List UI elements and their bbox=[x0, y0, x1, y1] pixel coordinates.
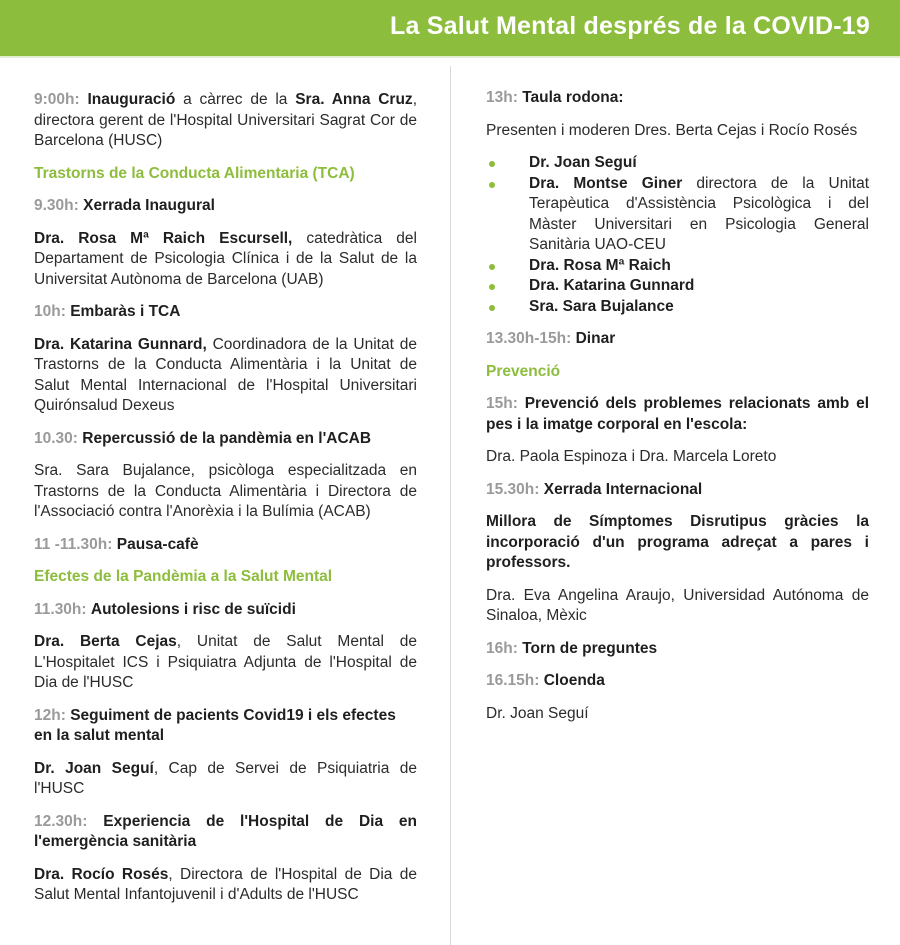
time-label: 15.30h: bbox=[486, 480, 540, 498]
time-label: 10.30: bbox=[34, 429, 78, 447]
agenda-item bbox=[34, 429, 417, 450]
agenda-item bbox=[486, 480, 869, 501]
speaker-info bbox=[34, 865, 417, 906]
time-label: 13h: bbox=[486, 89, 518, 106]
page-title: La Salut Mental després de la COVID-19 bbox=[390, 12, 870, 40]
speaker-name: Dra. Eva Angelina Araujo bbox=[486, 586, 671, 604]
time-label: 12h: bbox=[34, 706, 66, 724]
speaker-name: Dra. Katarina Gunnard, bbox=[34, 335, 207, 353]
agenda-item bbox=[486, 88, 869, 109]
agenda-item bbox=[486, 639, 869, 660]
event-title: Torn de preguntes bbox=[522, 639, 658, 657]
agenda-item bbox=[34, 302, 417, 323]
event-title: Xerrada Internacional bbox=[543, 480, 703, 498]
panel-name: Dra. Montse Giner bbox=[529, 174, 683, 192]
speaker-name: Dr. Joan Seguí bbox=[34, 759, 154, 777]
section-title-tca: Trastorns de la Conducta Alimentaria (TCA) bbox=[34, 164, 355, 182]
time-label: 10h: bbox=[34, 303, 66, 320]
moderators: Presenten i moderen Dres. Berta Cejas i Rocío Rosés bbox=[486, 121, 858, 139]
agenda-item bbox=[486, 329, 869, 350]
time-label: 15h: bbox=[486, 395, 518, 412]
section-title-efectes: Efectes de la Pandèmia a la Salut Mental bbox=[34, 568, 333, 585]
event-title: Pausa-cafè bbox=[116, 535, 199, 553]
list-item bbox=[486, 153, 869, 174]
bullet-icon bbox=[489, 264, 495, 270]
panel-name: Dra. Rosa Mª Raich bbox=[529, 256, 671, 274]
event-title: Dinar bbox=[575, 330, 616, 347]
agenda-item bbox=[34, 535, 417, 556]
speaker-desc: , Cap de Servei de Psiquiatria de l'HUSC bbox=[34, 759, 418, 797]
event-title: Embaràs i TCA bbox=[70, 303, 181, 320]
right-column bbox=[486, 88, 869, 736]
event-title: Inauguració bbox=[87, 91, 176, 108]
speaker-info: Sra. Sara Bujalance, psicòloga especialitzada en Trastorns de la Conducta Alimentària i Directora de l'Associació contra l'Anorèxia i la Bulímia (ACAB) bbox=[34, 462, 417, 520]
list-item bbox=[486, 276, 869, 297]
speaker-info: Dra. Paola Espinoza i Dra. Marcela Loreto bbox=[486, 448, 777, 465]
time-label: 9.30h: bbox=[34, 197, 79, 214]
event-title: Taula rodona: bbox=[522, 89, 624, 106]
bullet-icon bbox=[489, 161, 495, 167]
section-title-prevencio: Prevenció bbox=[486, 362, 561, 380]
list-item bbox=[486, 256, 869, 277]
header-bar bbox=[0, 0, 900, 56]
speaker-info: Dr. Joan Seguí bbox=[486, 704, 589, 722]
speaker-desc: catedràtica del Departament de Psicologia Clínica i de la Salut de la Universitat Autònoma de Barcelona (UAB) bbox=[34, 229, 417, 288]
speaker-desc: , Universidad Autónoma de Sinaloa, Mèxic bbox=[486, 586, 869, 624]
time-label: 16h: bbox=[486, 639, 518, 657]
speaker-name: Sra. Anna Cruz bbox=[295, 91, 413, 108]
agenda-item bbox=[486, 671, 869, 692]
event-title: Prevenció dels problemes relacionats amb el pes i la imatge corporal en l'escola: bbox=[486, 395, 870, 433]
event-title: Seguiment de pacients Covid19 i els efectes en la salut mental bbox=[34, 706, 396, 744]
speaker-desc: , directora gerent de l'Hospital Universitari Sagrat Cor de Barcelona (HUSC) bbox=[34, 91, 417, 149]
event-title: Xerrada Inaugural bbox=[83, 197, 215, 214]
panel-name: Sra. Sara Bujalance bbox=[529, 297, 674, 315]
time-label: 16.15h: bbox=[486, 672, 540, 689]
event-title: Repercussió de la pandèmia en l'ACAB bbox=[82, 429, 372, 447]
time-label: 9:00h: bbox=[34, 91, 80, 108]
bullet-icon bbox=[489, 284, 495, 290]
agenda-item bbox=[34, 812, 417, 853]
time-label: 11 -11.30h: bbox=[34, 535, 113, 553]
speaker-name: Dra. Rosa Mª Raich Escursell, bbox=[34, 229, 293, 247]
time-label: 11.30h: bbox=[34, 600, 87, 618]
time-label: 13.30h-15h: bbox=[486, 330, 572, 347]
speaker-info bbox=[34, 759, 417, 800]
speaker-desc: , Unitat de Salut Mental de L'Hospitalet ICS i Psiquiatra Adjunta de l'Hospital de Dia de l'HUSC bbox=[34, 633, 417, 691]
speaker-desc: , Directora de l'Hospital de Dia de Salut Mental Infantojuvenil i d'Adults de l'HUSC bbox=[34, 865, 417, 903]
speaker-info bbox=[34, 229, 417, 291]
speaker-info bbox=[34, 335, 417, 417]
panel-name: Dr. Joan Seguí bbox=[529, 154, 637, 171]
speaker-info bbox=[486, 586, 869, 627]
agenda-item bbox=[34, 600, 417, 621]
talk-title: Millora de Símptomes Disrutipus gràcies la incorporació d'un programa adreçat a pares i professors. bbox=[486, 513, 869, 571]
panel-list bbox=[486, 153, 869, 317]
column-divider bbox=[450, 66, 451, 945]
event-title: Experiencia de l'Hospital de Dia en l'emergència sanitària bbox=[34, 812, 417, 850]
agenda-item bbox=[486, 394, 869, 435]
bullet-icon bbox=[489, 305, 495, 311]
panel-name: Dra. Katarina Gunnard bbox=[529, 277, 695, 294]
agenda-item bbox=[34, 196, 417, 217]
list-item bbox=[486, 174, 869, 256]
speaker-info bbox=[34, 632, 417, 694]
text: a càrrec de la bbox=[175, 91, 296, 108]
time-label: 12.30h: bbox=[34, 812, 88, 830]
event-title: Cloenda bbox=[543, 672, 605, 689]
header-rule bbox=[0, 56, 900, 58]
speaker-desc: Coordinadora de la Unitat de Trastorns de la Conducta Alimentària i la Unitat de Salut Mental Internacional de l'Hospital Universitari Quirónsalud Dexeus bbox=[34, 335, 417, 414]
panel-desc: directora de la Unitat Terapèutica d'Assistència Psicològica i del Màster Universitari en Psicologia General Sanitària UAO-CEU bbox=[529, 174, 870, 253]
bullet-icon bbox=[489, 182, 495, 188]
list-item bbox=[486, 297, 869, 318]
left-column bbox=[34, 90, 417, 918]
agenda-item bbox=[34, 706, 417, 747]
agenda-inauguracio bbox=[34, 90, 417, 152]
event-title: Autolesions i risc de suïcidi bbox=[90, 600, 296, 618]
speaker-name: Dra. Rocío Rosés bbox=[34, 865, 169, 883]
speaker-name: Dra. Berta Cejas bbox=[34, 633, 177, 650]
